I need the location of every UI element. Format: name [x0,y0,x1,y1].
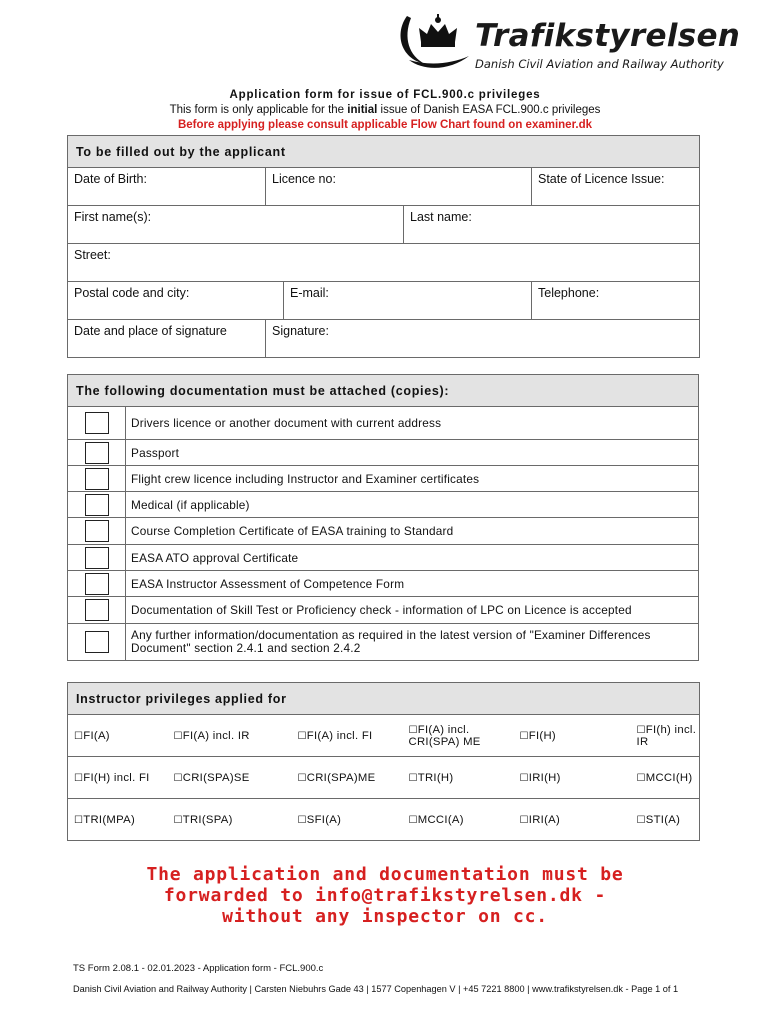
logo-subtitle: Danish Civil Aviation and Railway Authority [475,57,724,71]
privilege-option[interactable]: ☐FI(A) incl. FI [292,715,403,757]
date-place-signature-field[interactable]: Date and place of signature [68,320,266,358]
form-subtitle [0,103,770,118]
crown-swoosh-emblem-icon [395,12,475,74]
privileges-heading: Instructor privileges applied for [68,683,700,715]
privileges-section [67,682,700,841]
state-of-issue-field[interactable]: State of Licence Issue: [532,168,700,206]
logo [395,12,740,74]
doc-checkbox[interactable] [68,597,126,624]
first-names-field[interactable]: First name(s): [68,206,404,244]
applicant-section [67,135,700,358]
privilege-option[interactable]: ☐MCCI(H) [631,757,700,799]
date-of-birth-field[interactable]: Date of Birth: [68,168,266,206]
flowchart-warning: Before applying please consult applicable Flow Chart found on examiner.dk [177,119,593,131]
logo-wordmark: Trafikstyrelsen [475,18,741,54]
subtitle-text-start: This form is only applicable for the [169,104,348,116]
doc-checkbox[interactable] [68,466,126,492]
privilege-option[interactable]: ☐CRI(SPA)ME [292,757,403,799]
doc-checkbox[interactable] [68,624,126,661]
doc-item: Any further information/documentation as required in the latest version of "Examiner Differences Document" section 2.4.1 and section 2.4.2 [126,624,699,661]
privilege-option[interactable]: ☐TRI(MPA) [68,799,168,841]
privilege-option[interactable]: ☐CRI(SPA)SE [168,757,292,799]
doc-item: Passport [126,440,699,466]
form-id: TS Form 2.08.1 - 02.01.2023 - Application form - FCL.900.c [73,963,324,974]
doc-checkbox[interactable] [68,407,126,440]
postal-city-field[interactable]: Postal code and city: [68,282,284,320]
street-field[interactable]: Street: [68,244,700,282]
privilege-option[interactable]: ☐MCCI(A) [403,799,514,841]
subtitle-emphasis: initial [347,104,378,116]
last-name-field[interactable]: Last name: [404,206,700,244]
subtitle-text-end: issue of Danish EASA FCL.900.c privileges [377,104,601,116]
privilege-option[interactable]: ☐SFI(A) [292,799,403,841]
applicant-heading: To be filled out by the applicant [68,136,700,168]
privilege-option[interactable]: ☐STI(A) [631,799,700,841]
footer-address: Danish Civil Aviation and Railway Authority | Carsten Niebuhrs Gade 43 | 1577 Copenhagen V | +45 7221 8800 | www.trafikstyrelsen.dk - Page 1 of 1 [73,984,679,994]
telephone-field[interactable]: Telephone: [532,282,700,320]
privilege-option[interactable]: ☐IRI(H) [514,757,631,799]
signature-field[interactable]: Signature: [266,320,700,358]
documentation-section [67,374,699,661]
privilege-option[interactable]: ☐TRI(H) [403,757,514,799]
doc-item: EASA Instructor Assessment of Competence Form [126,571,699,597]
doc-item: Flight crew licence including Instructor and Examiner certificates [126,466,699,492]
doc-checkbox[interactable] [68,492,126,518]
privilege-option[interactable]: ☐FI(A) [68,715,168,757]
privilege-option[interactable]: ☐IRI(A) [514,799,631,841]
doc-item: Drivers licence or another document with current address [126,407,699,440]
form-title: Application form for issue of FCL.900.c privileges [229,89,541,101]
doc-checkbox[interactable] [68,440,126,466]
doc-checkbox[interactable] [68,518,126,545]
privilege-option[interactable]: ☐FI(h) incl. IR [631,715,700,757]
privilege-option[interactable]: ☐FI(A) incl. IR [168,715,292,757]
privilege-option[interactable]: ☐FI(H) incl. FI [68,757,168,799]
privilege-option[interactable]: ☐FI(A) incl. CRI(SPA) ME [403,715,514,757]
privilege-option[interactable]: ☐TRI(SPA) [168,799,292,841]
doc-checkbox[interactable] [68,571,126,597]
privilege-option[interactable]: ☐FI(H) [514,715,631,757]
doc-item: Documentation of Skill Test or Proficiency check - information of LPC on Licence is accepted [126,597,699,624]
doc-checkbox[interactable] [68,545,126,571]
doc-item: Course Completion Certificate of EASA training to Standard [126,518,699,545]
submission-notice: The application and documentation must be forwarded to info@trafikstyrelsen.dk - without any inspector on cc. [146,864,624,927]
email-field[interactable]: E-mail: [284,282,532,320]
form-header [0,88,770,133]
licence-no-field[interactable]: Licence no: [266,168,532,206]
documentation-heading: The following documentation must be attached (copies): [68,375,699,407]
doc-item: EASA ATO approval Certificate [126,545,699,571]
doc-item: Medical (if applicable) [126,492,699,518]
